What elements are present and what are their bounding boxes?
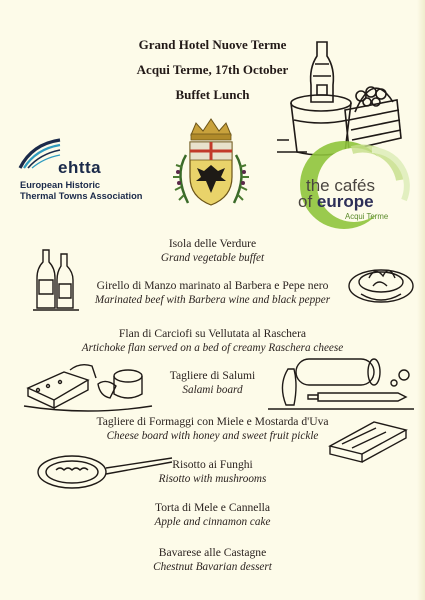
event-date: Acqui Terme, 17th October [136,62,289,77]
dish-english: Cheese board with honey and sweet fruit pickle [106,430,319,442]
hotel-name: Grand Hotel Nuove Terme [138,37,287,52]
dish-italian: Torta di Mele e Cannella [154,501,271,514]
dish-italian: Risotto ai Funghi [172,458,253,471]
ehtta-name: ehtta [58,158,102,177]
cheese-board-icon [24,360,152,412]
event-title: Buffet Lunch [175,87,250,102]
ehtta-subtitle-2: Thermal Towns Association [20,191,143,201]
menu-item [0,545,425,575]
cafes-line-2-bold: europe [316,192,374,211]
dish-english: Apple and cinnamon cake [154,516,271,528]
cake-slice-icon [326,416,410,462]
dish-italian: Isola delle Verdure [168,237,257,250]
ehtta-swoosh-icon [18,138,62,174]
menu-item [0,326,425,356]
cafes-line-1: the cafés [306,176,375,195]
cafes-place: Acqui Terme [345,212,389,221]
cafes-line-2-prefix: of [298,192,317,211]
risotto-pan-icon [36,452,174,492]
salad-bowl-icon [347,256,415,308]
dish-italian: Tagliere di Salumi [169,369,256,382]
dish-italian: Girello di Manzo marinato al Barbera e Pepe nero [96,279,329,292]
dish-english: Marinated beef with Barbera wine and black pepper [94,294,331,306]
wine-bottles-icon [33,246,81,312]
dish-english: Grand vegetable buffet [160,252,265,264]
dish-english: Risotto with mushrooms [158,473,267,485]
coat-of-arms-icon [166,115,256,213]
menu-item [0,500,425,530]
dish-italian: Flan di Carciofi su Vellutata al Raschera [118,327,307,340]
dish-italian: Bavarese alle Castagne [158,546,267,559]
dish-italian: Tagliere di Formaggi con Miele e Mostarda d'Uva [96,415,329,428]
ehtta-subtitle-1: European Historic [20,180,101,190]
salami-knife-icon [268,355,414,413]
dish-english: Artichoke flan served on a bed of creamy Raschera cheese [81,342,344,354]
dish-english: Chestnut Bavarian dessert [153,561,272,573]
cafes-line-2 [298,192,374,212]
dish-english: Salami board [182,384,243,396]
